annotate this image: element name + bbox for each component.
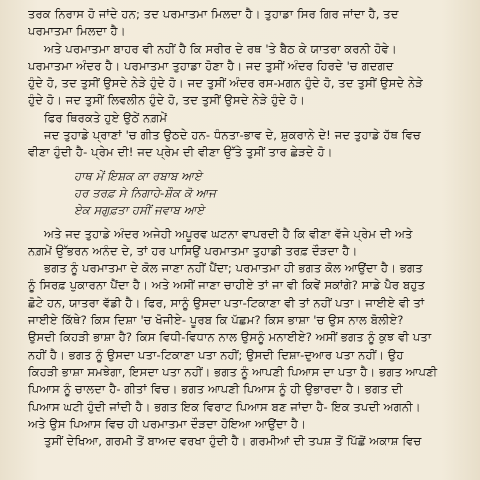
text-line: ਤੁਸੀਂ ਦੇਖਿਆ, ਗਰਮੀ ਤੋਂ ਬਾਅਦ ਵਰਖਾ ਹੁੰਦੀ ਹੈ। ਗਰਮੀਆਂ ਦੀ ਤਪਸ਼ ਤੋਂ ਪਿੱਛੋਂ ਅਕਾਸ਼ ਵਿਚ [44, 434, 422, 449]
text-line: ਜਾਈਏ ਕਿੱਥੇ? ਕਿਸ ਦਿਸ਼ਾ 'ਚ ਖੋਜੀਏ- ਪੂਰਬ ਕਿ ਪੱਛਮ? ਕਿਸ ਭਾਸ਼ਾ 'ਚ ਉਸ ਨਾਲ ਬੋਲੀਏ? [28, 313, 404, 328]
text-line: ਪਿਆਸ ਨੂੰ ਚਾਲਦਾ ਹੈ- ਗੀਤਾਂ ਵਿਚ। ਭਗਤ ਆਪਣੀ ਪਿਆਸ ਨੂੰ ਹੀ ਉਭਾਰਦਾ ਹੈ। ਭਗਤ ਦੀ [28, 382, 403, 397]
text-line: ਨੂੰ ਸਿਰਫ਼ ਪੁਕਾਰਨਾ ਪੈਂਦਾ ਹੈ। ਅਤੇ ਅਸੀਂ ਜਾਣਾ ਚਾਹੀਏ ਤਾਂ ਜਾ ਵੀ ਕਿਵੇਂ ਸਕਾਂਗੇ? ਸਾਡੇ ਪੈਰ ਬਹੁਤ [28, 278, 426, 293]
text-line: ਅਤੇ ਪਰਮਾਤਮਾ ਬਾਹਰ ਵੀ ਨਹੀਂ ਹੈ ਕਿ ਸਰੀਰ ਦੇ ਰਥ 'ਤੇ ਬੈਠ ਕੇ ਯਾਤਰਾ ਕਰਨੀ ਹੋਵੇ। [44, 41, 397, 56]
verse-heading: ਫਿਰ ਥਿਰਕਤੇ ਹੁਏ ਉਠੇਂ ਨਗ਼ਮੇਂ [44, 110, 168, 125]
text-line: ਹੁੰਦੇ ਹੋ। ਜਦ ਤੁਸੀਂ ਲਿਵਲੀਨ ਹੁੰਦੇ ਹੋ, ਤਦ ਤੁਸੀਂ ਉਸਦੇ ਨੇੜੇ ਹੁੰਦੇ ਹੋ। [28, 93, 305, 108]
verse-line: ਏਕ ਸਗੁਫ਼ਤਾ ਹਸੀਂ ਜਵਾਬ ਆਏ [74, 203, 205, 218]
text-line: ਪਿਆਸ ਘਟੀ ਹੁੰਦੀ ਜਾਂਦੀ ਹੈ। ਭਗਤ ਇਕ ਵਿਰਾਟ ਪਿਆਸ ਬਣ ਜਾਂਦਾ ਹੈ- ਇਕ ਤਪਦੀ ਅਗਨੀ। [28, 399, 421, 414]
text-line: ਤਰਕ ਨਿਰਾਸ ਹੋ ਜਾਂਦੇ ਹਨ; ਤਦ ਪਰਮਾਤਮਾ ਮਿਲਦਾ ਹੈ। ਤੁਹਾਡਾ ਸਿਰ ਗਿਰ ਜਾਂਦਾ ਹੈ, ਤਦ [28, 7, 399, 21]
text-line: ਵੀਣਾ ਹੁੰਦੀ ਹੈ- ਪ੍ਰੇਮ ਦੀ! ਜਦ ਪ੍ਰੇਮ ਦੀ ਵੀਣਾ ਉੱਤੇ ਤੁਸੀਂ ਤਾਰ ਛੇੜਦੇ ਹੋ। [28, 145, 333, 160]
text-line: ਨਗ਼ਮੇਂ ਉੱਭਰਨ ਅਨੰਦ ਦੇ, ਤਾਂ ਹਰ ਪਾਸਿਉਂ ਪਰਮਾਤਮਾ ਤੁਹਾਡੀ ਤਰਫ਼ ਦੌੜਦਾ ਹੈ। [28, 243, 358, 258]
page-text [28, 6, 474, 450]
text-line: ਨਹੀਂ ਹੈ। ਭਗਤ ਨੂੰ ਉਸਦਾ ਪਤਾ-ਟਿਕਾਣਾ ਪਤਾ ਨਹੀਂ; ਉਸਦੀ ਦਿਸ਼ਾ-ਦੁਆਰ ਪਤਾ ਨਹੀਂ। ਉਹ [28, 347, 404, 362]
verse-line: ਹਰ ਤਰਫ਼ ਸੇ ਨਿਗਾਹੇ-ਸ਼ੌਕ ਕੋ ਆਜ [74, 185, 217, 200]
text-line: ਅਤੇ ਉਸ ਪਿਆਸ ਵਿਚ ਹੀ ਪਰਮਾਤਮਾ ਦੌੜਦਾ ਹੋਇਆ ਆਉਂਦਾ ਹੈ। [28, 416, 307, 431]
text-line: ਕਿਹੜੀ ਭਾਸ਼ਾ ਸਮਝੇਗਾ, ਇਸਦਾ ਪਤਾ ਨਹੀਂ। ਭਗਤ ਨੂੰ ਆਪਣੀ ਪਿਆਸ ਦਾ ਪਤਾ ਹੈ। ਭਗਤ ਆਪਣੀ [28, 364, 438, 379]
text-line: ਪਰਮਾਤਮਾ ਅੰਦਰ ਹੈ। ਪਰਮਾਤਮਾ ਤੁਹਾਡਾ ਹੋਣਾ ਹੈ। ਜਦ ਤੁਸੀਂ ਅੰਦਰ ਹਿਰਦੇ 'ਚ ਗਦਗਦ [28, 58, 394, 73]
text-line: ਅਤੇ ਜਦ ਤੁਹਾਡੇ ਅੰਦਰ ਅਜੇਹੀ ਅਪੂਰਵ ਘਟਨਾ ਵਾਪਰਦੀ ਹੈ ਕਿ ਵੀਣਾ ਵੱਜੇ ਪ੍ਰੇਮ ਦੀ ਅਤੇ [44, 226, 413, 241]
text-line: ਛੋਟੇ ਹਨ, ਯਾਤਰਾ ਵੱਡੀ ਹੈ। ਫਿਰ, ਸਾਨੂੰ ਉਸਦਾ ਪਤਾ-ਟਿਕਾਣਾ ਵੀ ਤਾਂ ਨਹੀਂ ਪਤਾ। ਜਾਈਏ ਵੀ ਤਾਂ [28, 295, 425, 310]
text-line: ਜਦ ਤੁਹਾਡੇ ਪ੍ਰਾਣਾਂ 'ਚ ਗੀਤ ਉਠਦੇ ਹਨ- ਧੰਨਤਾ-ਭਾਵ ਦੇ, ਸ਼ੁਕਰਾਨੇ ਦੇ! ਜਦ ਤੁਹਾਡੇ ਹੱਥ ਵਿਚ [44, 128, 421, 143]
verse-line: ਹਾਥ ਮੇਂ ਇਸ਼ਕ ਕਾ ਰਬਾਬ ਆਏ [74, 168, 202, 183]
text-line: ਉਸਦੀ ਕਿਹੜੀ ਭਾਸ਼ਾ ਹੈ? ਕਿਸ ਵਿਧੀ-ਵਿਧਾਨ ਨਾਲ ਉਸਨੂੰ ਮਨਾਈਏ? ਅਸੀਂ ਭਗਤ ਨੂੰ ਕੁਝ ਵੀ ਪਤਾ [28, 330, 432, 345]
text-line: ਪਰਮਾਤਮਾ ਮਿਲਦਾ ਹੈ। [28, 24, 126, 39]
text-line: ਹੁੰਦੇ ਹੋ, ਤਦ ਤੁਸੀਂ ਉਸਦੇ ਨੇੜੇ ਹੁੰਦੇ ਹੋ। ਜਦ ਤੁਸੀਂ ਅੰਦਰ ਰਸ-ਮਗਨ ਹੁੰਦੇ ਹੋ, ਤਦ ਤੁਸੀਂ ਉਸਦੇ ਨੇੜੇ [28, 76, 423, 91]
text-line: ਭਗਤ ਨੂੰ ਪਰਮਾਤਮਾ ਦੇ ਕੋਲ ਜਾਣਾ ਨਹੀਂ ਪੈਂਦਾ; ਪਰਮਾਤਮਾ ਹੀ ਭਗਤ ਕੋਲ ਆਉਂਦਾ ਹੈ। ਭਗਤ [44, 261, 423, 276]
